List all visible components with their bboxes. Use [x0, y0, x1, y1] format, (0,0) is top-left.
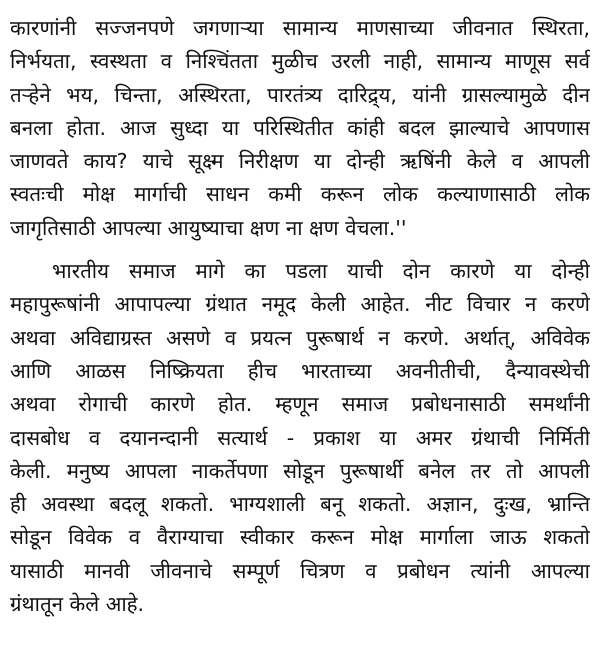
text-line: दासबोध व दयानन्दानी सत्यार्थ - प्रकाश या अमर ग्रंथाची निर्मिती	[10, 425, 590, 450]
text-line: भारतीय समाज मागे का पडला याची दोन कारणे या दोन्ही	[52, 259, 590, 284]
text-line: स्वतःची मोक्ष मार्गाची साधन कमी करून लोक कल्याणासाठी लोक	[10, 182, 590, 207]
text-line: यासाठी मानवी जीवनाचे सम्पूर्ण चित्रण व प्रबोधन त्यांनी आपल्या	[10, 558, 590, 583]
text-line: ही अवस्था बदलू शकतो. भाग्यशाली बनू शकतो. अज्ञान, दुःख, भ्रान्ति	[10, 492, 590, 517]
text-line: ग्रंथातून केले आहे.	[10, 592, 145, 617]
paragraph-2	[10, 255, 590, 621]
text-line: जाणवते काय? याचे सूक्ष्म निरीक्षण या दोन्ही ऋषिंनी केले व आपली	[10, 149, 590, 174]
text-line: महापुरूषांनी आपापल्या ग्रंथात नमूद केली आहेत. नीट विचार न करणे	[10, 292, 590, 317]
text-line: तऱ्हेने भय, चिन्ता, अस्थिरता, पारतंत्र्य दारिद्र्य, यांनी ग्रासल्यामुळे दीन	[10, 82, 590, 107]
text-line: कारणांनी सज्जनपणे जगणाऱ्या सामान्य माणसाच्या जीवनात स्थिरता,	[10, 16, 590, 40]
text-line: सोडून विवेक व वैराग्याचा स्वीकार करून मोक्ष मार्गाला जाऊ शकतो	[10, 525, 590, 550]
text-line: बनला होता. आज सुध्दा या परिस्थितीत कांही बदल झाल्याचे आपणास	[10, 115, 590, 140]
text-line: केली. मनुष्य आपला नाकर्तेपणा सोडून पुरूषार्थी बनेल तर तो आपली	[10, 458, 590, 483]
text-line: निर्भयता, स्वस्थता व निश्चिंतता मुळीच उरली नाही, सामान्य माणूस सर्व	[10, 49, 590, 74]
text-line: जागृतिसाठी आपल्या आयुष्याचा क्षण ना क्षण वेचला.''	[10, 215, 407, 240]
paragraph-1	[10, 12, 590, 245]
text-line: अथवा अविद्याग्रस्त असणे व प्रयत्न पुरूषार्थ न करणे. अर्थात्, अविवेक	[10, 325, 590, 350]
text-line: अथवा रोगाची कारणे होत. म्हणून समाज प्रबोधनासाठी समर्थांनी	[10, 392, 590, 417]
text-line: आणि आळस निष्क्रियता हीच भारताच्या अवनीतीची, दैन्यावस्थेची	[10, 358, 590, 383]
